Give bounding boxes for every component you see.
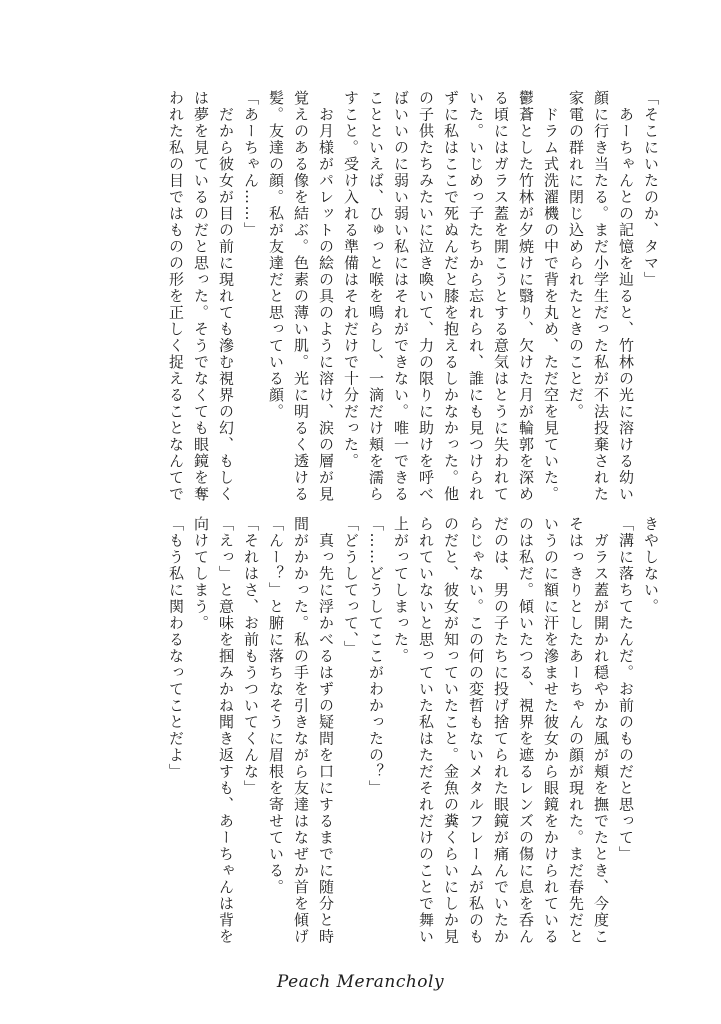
dialogue-line: 「もう私に関わるなってことだよ」: [167, 516, 185, 780]
dialogue-line: 「あーちゃん……」: [242, 90, 260, 239]
upper-text-block: [103, 90, 663, 512]
narration-paragraph: ドラム式洗濯機の中で背を丸め、ただ空を見ていた。鬱蒼とした竹林が夕焼けに翳り、欠けた月が輪郭を深める頃にはガラス蓋を開こうとする意気はとうに失われていた。いじめっ子たちから忘れられ、誰にも見つけられずに私はここで死ぬんだと膝を抱えるしかなかった。他の子供たちみたいに泣き喚いて、力の限りに助けを呼べばいいのに弱い弱い私にはそれができない。唯一できることといえば、ひゅっと喉を鳴らし、一滴だけ頬を濡らすこと。受け入れる準備はそれだけで十分だった。: [342, 90, 560, 503]
narration-paragraph: お月様がパレットの絵の具のように溶け、涙の層が見覚えのある像を結ぶ。色素の薄い肌。光に明るく透ける髪。友達の顔。私が友達だと思っている顔。: [267, 90, 335, 503]
narration-paragraph: あーちゃんとの記憶を辿ると、竹林の光に溶ける幼い顔に行き当たる。まだ小学生だった私が不法投棄された家電の群れに閉じ込められたときのことだ。: [567, 90, 635, 503]
dialogue-line: 「溝に落ちてたんだ。お前のものだと思って」: [617, 516, 635, 863]
narration-paragraph: 「えっ」と意味を掴みかね聞き返すも、あーちゃんは背を向けてしまう。: [192, 516, 235, 945]
dialogue-line: 「それはさ、お前もうついてくんな」: [242, 516, 260, 797]
narration-paragraph: ガラス蓋が開かれ穏やかな風が頬を撫でたとき、今度こそはっきりとしたあーちゃんの顔が現れた。まだ春先だというのに額に汗を滲ませた彼女から眼鏡をかけられているのは私だ。傾いたつる、視界を遮るレンズの傷に息を呑んだのは、男の子たちに投げ捨てられた眼鏡が痛んでいたからじゃない。この何の変哲もないメタルフレームが私のものだと、彼女が知っていたこと。金魚の糞くらいにしか見られていないと思っていた私はただそれだけのことで舞い上がってしまった。: [392, 516, 610, 945]
narration-paragraph: だから彼女が目の前に現れても滲む視界の幻、もしくは夢を見ているのだと思った。そうでなくても眼鏡を奪われた私の目ではものの形を正しく捉えることなんてで: [167, 90, 235, 503]
dialogue-line: 「……どうしてここがわかったの？」: [367, 516, 385, 797]
dialogue-line: 「どうしてって、」: [342, 516, 360, 657]
dialogue-line: 「そこにいたのか、タマ」: [642, 90, 660, 288]
page-footer-title: Peach Merancholy: [276, 972, 445, 992]
narration-paragraph: きやしない。: [642, 516, 660, 615]
narration-paragraph: 真っ先に浮かべるはずの疑問を口にするまでに随分と時間がかかった。私の手を引きながら友達はなぜか首を傾げ「んー？」と腑に落ちなそうに眉根を寄せている。: [267, 516, 335, 945]
lower-text-block: [43, 516, 663, 958]
